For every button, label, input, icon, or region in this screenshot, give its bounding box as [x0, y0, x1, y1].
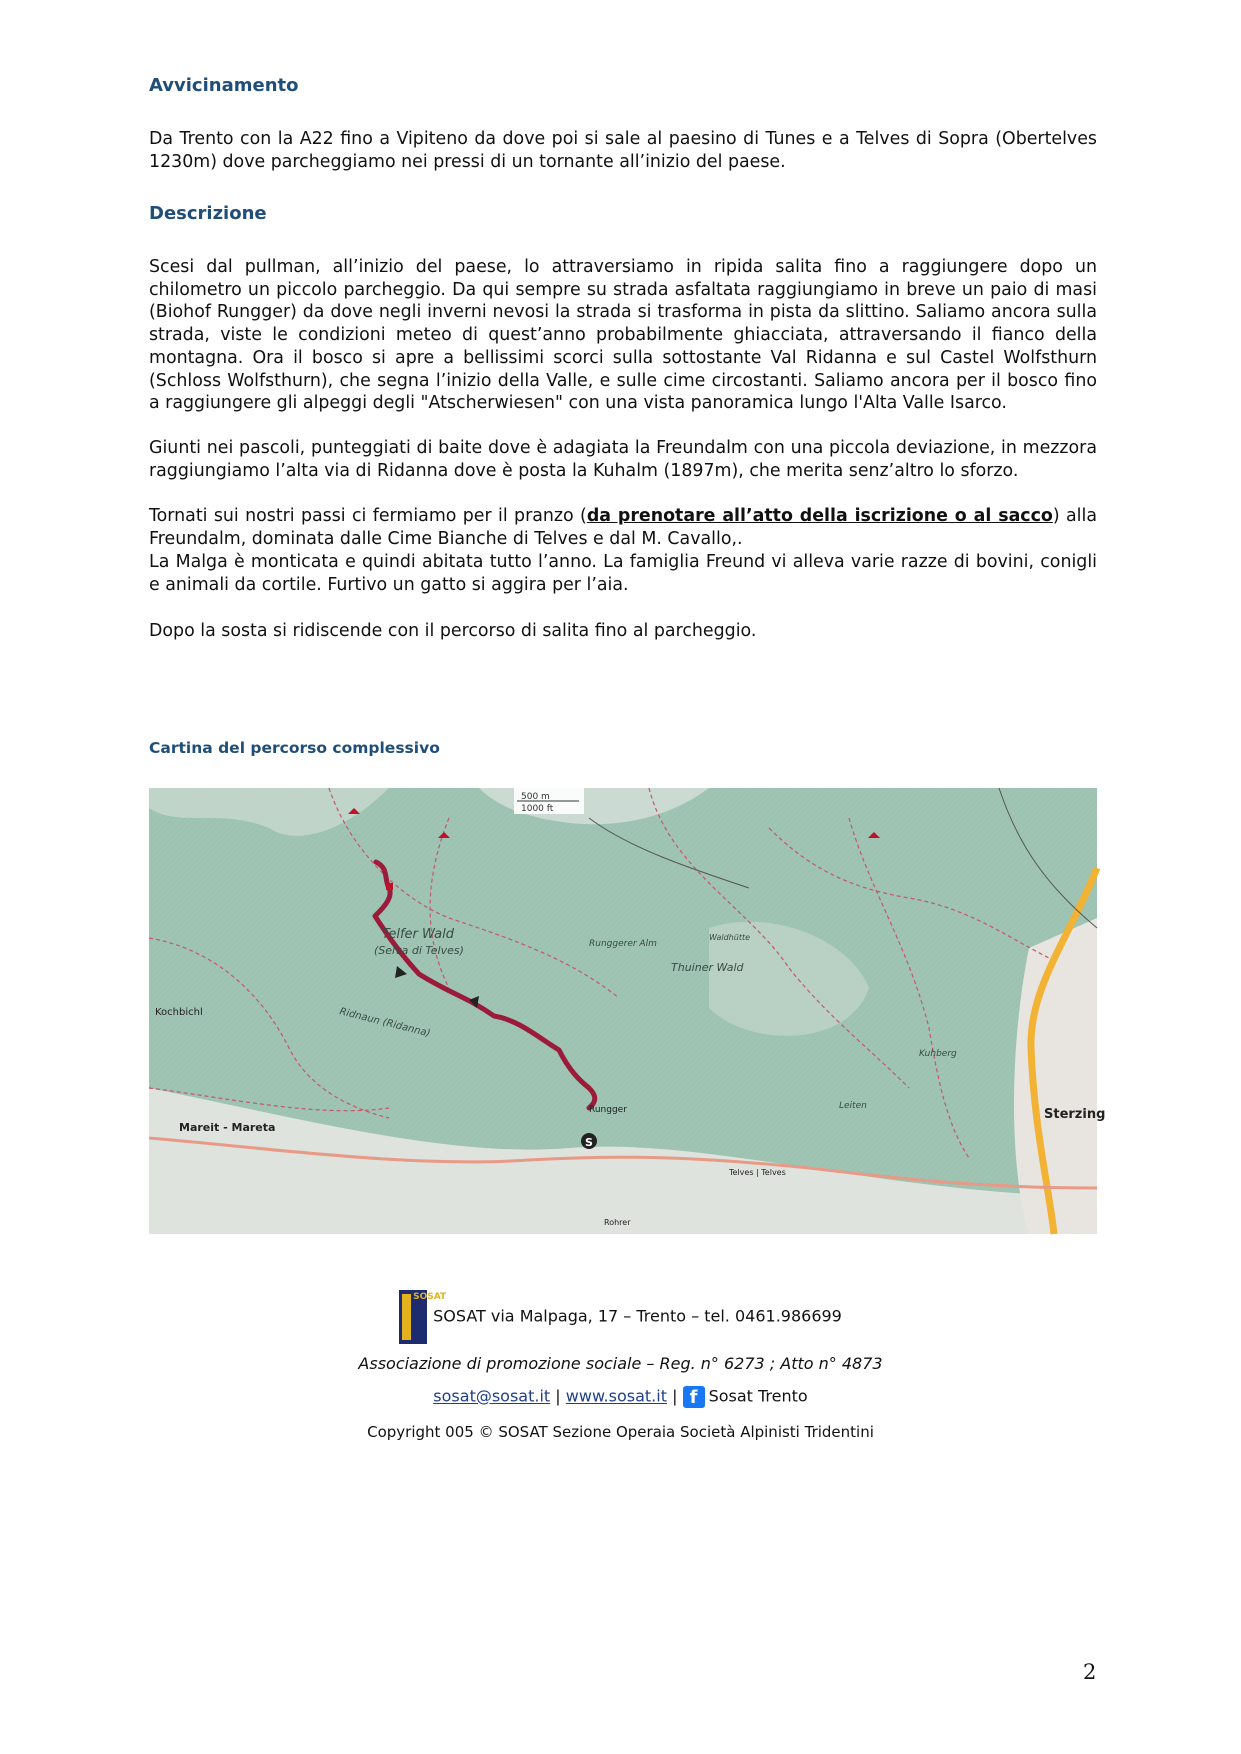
label-telfer-wald: Telfer Wald — [382, 927, 454, 942]
route-map — [149, 788, 1106, 1234]
label-runggerer-alm: Runggerer Alm — [589, 939, 657, 949]
approach-text: Da Trento con la A22 fino a Vipiteno da dove poi si sale al paesino di Tunes e a Telves di Sopra (Obertelves 1230m) dove parcheggiamo nei pressi di un tornante all’inizio del paese. — [149, 129, 1097, 172]
label-rungger: Rungger — [589, 1105, 627, 1115]
label-kochbichl: Kochbichl — [155, 1007, 203, 1018]
description-paragraph-2: Giunti nei pascoli, punteggiati di baite dove è adagiata la Freundalm con una piccola deviazione, in mezzora raggiungiamo l’alta via di Ridanna dove è posta la Kuhalm (1897m), che merita senz’altro lo sforzo. — [149, 438, 1097, 481]
label-sterzing: Sterzing — [1044, 1107, 1106, 1122]
label-selva-telves: (Selva di Telves) — [374, 944, 464, 957]
description-paragraph-5: Dopo la sosta si ridiscende con il percorso di salita fino al parcheggio. — [149, 621, 757, 641]
description-paragraph-1: Scesi dal pullman, all’inizio del paese, lo attraversiamo in ripida salita fino a raggiungere dopo un chilometro un piccolo parcheggio. Da qui sempre su strada asfaltata raggiungiamo in breve un paio di masi (Biohof Rungger) da dove negli inverni nevosi la strada si trasforma in pista da slittino. Saliamo ancora sulla strada, viste le condizioni meteo di quest’anno probabilmente ghiacciata, attraversando il fianco della montagna. Ora il bosco si apre a bellissimi scorci sulla sottostante Val Ridanna e sul Castel Wolfsthurn (Schloss Wolfsthurn), che segna l’inizio della Valle, e sulle cime circostanti. Saliamo ancora per il bosco fino a raggiungere gli alpeggi degli "Atscherwiesen" con una vista panoramica lungo l'Alta Valle Isarco. — [149, 257, 1097, 414]
route-map-graphic — [149, 788, 1106, 1234]
page-number: 2 — [1083, 1660, 1097, 1684]
map-heading: Cartina del percorso complessivo — [149, 739, 440, 757]
label-ridnaun: Ridnaun (Ridanna) — [338, 1006, 432, 1040]
website-link[interactable]: www.sosat.it — [565, 1386, 667, 1406]
footer-address-line — [0, 1290, 1241, 1344]
label-thuiner-wald: Thuiner Wald — [671, 961, 744, 974]
footer-contacts: sosat@sosat.it | www.sosat.it | f Sosat Trento — [433, 1386, 808, 1408]
facebook-label: Sosat Trento — [708, 1386, 808, 1406]
label-rohrer: Rohrer — [604, 1218, 631, 1227]
label-kuhberg: Kuhberg — [919, 1049, 957, 1059]
label-leiten: Leiten — [839, 1101, 867, 1111]
email-link[interactable]: sosat@sosat.it — [433, 1386, 551, 1406]
summit-marker — [386, 883, 393, 890]
svg-text:1000 ft: 1000 ft — [521, 804, 554, 814]
label-waldhutte: Waldhütte — [709, 933, 751, 942]
svg-text:S: S — [585, 1136, 593, 1149]
description-paragraph-4: La Malga è monticata e quindi abitata tutto l’anno. La famiglia Freund vi alleva varie razze di bovini, conigli e animali da cortile. Furtivo un gatto si aggira per l’aia. — [149, 552, 1097, 595]
booking-note: da prenotare all’atto della iscrizione o al sacco — [586, 506, 1053, 526]
label-telves: Telves | Telves — [729, 1168, 786, 1177]
sosat-logo: SOSAT — [399, 1290, 427, 1344]
description-heading: Descrizione — [149, 203, 267, 224]
footer-address: SOSAT via Malpaga, 17 – Trento – tel. 0461.986699 — [433, 1306, 842, 1326]
svg-text:500 m: 500 m — [521, 792, 550, 802]
label-mareit: Mareit - Mareta — [179, 1121, 276, 1134]
footer-copyright: Copyright 005 © SOSAT Sezione Operaia Società Alpinisti Tridentini — [367, 1423, 874, 1441]
approach-heading: Avvicinamento — [149, 75, 299, 96]
description-paragraph-3: Tornati sui nostri passi ci fermiamo per il pranzo (da prenotare all’atto della iscrizione o al sacco) alla Freundalm, dominata dalle Cime Bianche di Telves e dal M. Cavallo,. — [149, 506, 1097, 549]
footer-association: Associazione di promozione sociale – Reg. n° 6273 ; Atto n° 4873 — [358, 1354, 883, 1373]
facebook-icon[interactable]: f — [683, 1386, 705, 1408]
